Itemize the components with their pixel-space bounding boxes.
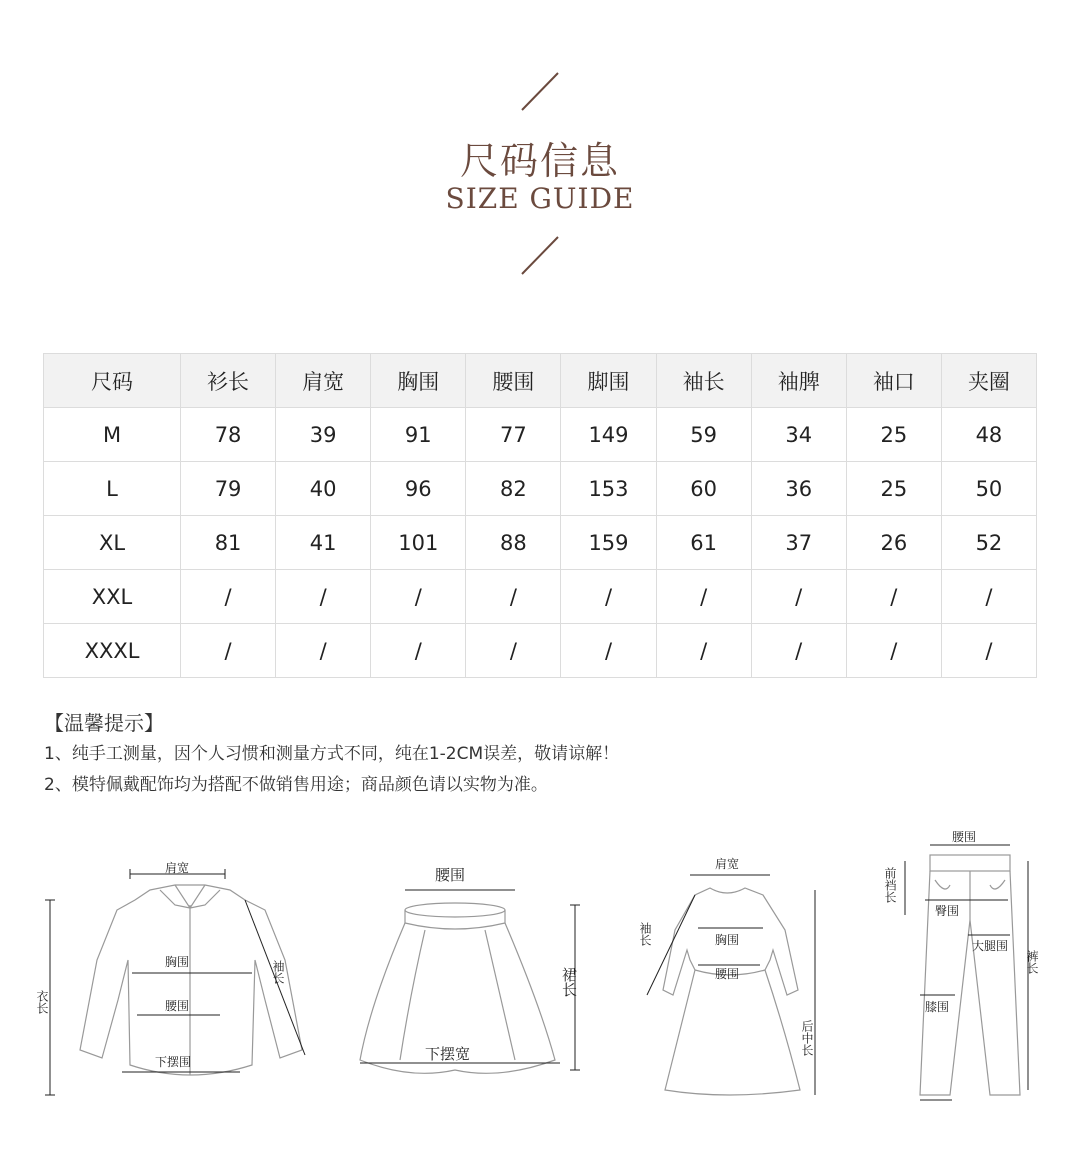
- shirt-label-chest: 胸围: [165, 955, 190, 969]
- table-row: [44, 462, 1037, 516]
- table-header-cell: 袖脾: [751, 354, 846, 408]
- dress-label-length: 后中长: [800, 1020, 814, 1056]
- pants-label-thigh: 大腿围: [972, 939, 1009, 953]
- table-cell: /: [466, 624, 561, 678]
- table-cell: 60: [656, 462, 751, 516]
- size-label-cell: L: [44, 462, 181, 516]
- size-label-cell: XL: [44, 516, 181, 570]
- table-cell: 37: [751, 516, 846, 570]
- shirt-illustration: [35, 850, 320, 1100]
- table-body: [44, 408, 1037, 678]
- table-cell: 78: [181, 408, 276, 462]
- dress-diagram: [635, 850, 835, 1105]
- table-cell: 25: [846, 462, 941, 516]
- table-cell: /: [371, 624, 466, 678]
- pants-diagram: [880, 825, 1050, 1110]
- size-table: [43, 353, 1037, 678]
- table-cell: 82: [466, 462, 561, 516]
- table-cell: 34: [751, 408, 846, 462]
- table-cell: /: [561, 624, 656, 678]
- dress-label-chest: 胸围: [715, 933, 740, 947]
- table-cell: 48: [941, 408, 1036, 462]
- table-cell: /: [941, 570, 1036, 624]
- tips-line-2: 2、模特佩戴配饰均为搭配不做销售用途；商品颜色请以实物为准。: [44, 775, 548, 795]
- pants-label-knee: 膝围: [925, 1000, 950, 1014]
- skirt-label-hem: 下摆宽: [425, 1045, 471, 1063]
- table-header-cell: 腰围: [466, 354, 561, 408]
- dress-label-sleeve: 袖长: [638, 922, 652, 946]
- table-cell: 26: [846, 516, 941, 570]
- table-header-cell: 胸围: [371, 354, 466, 408]
- table-cell: 40: [276, 462, 371, 516]
- table-cell: 36: [751, 462, 846, 516]
- table-header-cell: 袖口: [846, 354, 941, 408]
- table-row: [44, 408, 1037, 462]
- table-cell: /: [371, 570, 466, 624]
- tips-line-1: 1、纯手工测量，因个人习惯和测量方式不同，纯在1-2CM误差，敬请谅解！: [44, 744, 620, 764]
- table-cell: 88: [466, 516, 561, 570]
- table-cell: /: [276, 570, 371, 624]
- table-cell: /: [751, 570, 846, 624]
- page-title: 尺码信息: [459, 139, 620, 183]
- skirt-diagram: [350, 855, 590, 1095]
- table-cell: /: [751, 624, 846, 678]
- size-label-cell: M: [44, 408, 181, 462]
- pants-label-hip: 臀围: [935, 904, 960, 918]
- table-cell: /: [846, 570, 941, 624]
- table-header-row: [44, 354, 1037, 408]
- table-cell: /: [276, 624, 371, 678]
- size-label-cell: XXXL: [44, 624, 181, 678]
- pants-label-length: 裤长: [1025, 950, 1039, 974]
- table-cell: /: [561, 570, 656, 624]
- pants-label-waist: 腰围: [952, 830, 977, 844]
- table-cell: 39: [276, 408, 371, 462]
- dress-label-waist: 腰围: [715, 967, 740, 981]
- table-cell: 153: [561, 462, 656, 516]
- page-subtitle: SIZE GUIDE: [445, 182, 635, 215]
- table-cell: 59: [656, 408, 751, 462]
- dress-label-shoulder: 肩宽: [715, 857, 740, 871]
- table-cell: /: [466, 570, 561, 624]
- table-cell: /: [656, 570, 751, 624]
- shirt-label-sleeve: 袖长: [271, 960, 285, 984]
- table-cell: 96: [371, 462, 466, 516]
- table-cell: /: [656, 624, 751, 678]
- table-cell: /: [181, 570, 276, 624]
- table-cell: 25: [846, 408, 941, 462]
- table-header-cell: 衫长: [181, 354, 276, 408]
- table-cell: 91: [371, 408, 466, 462]
- table-cell: /: [941, 624, 1036, 678]
- skirt-illustration: [350, 855, 590, 1095]
- table-cell: 81: [181, 516, 276, 570]
- table-cell: 159: [561, 516, 656, 570]
- table-cell: 77: [466, 408, 561, 462]
- bottom-slash-divider: [520, 236, 560, 276]
- table-header-cell: 尺码: [44, 354, 181, 408]
- table-cell: 61: [656, 516, 751, 570]
- tips-heading: 【温馨提示】: [44, 711, 164, 735]
- shirt-label-hem: 下摆围: [155, 1055, 192, 1069]
- table-header-cell: 脚围: [561, 354, 656, 408]
- table-cell: 41: [276, 516, 371, 570]
- table-cell: 79: [181, 462, 276, 516]
- table-cell: /: [181, 624, 276, 678]
- table-row: [44, 570, 1037, 624]
- table-row: [44, 516, 1037, 570]
- table-cell: /: [846, 624, 941, 678]
- pants-label-rise: 前裆长: [883, 867, 897, 903]
- table-cell: 52: [941, 516, 1036, 570]
- table-header-cell: 夹圈: [941, 354, 1036, 408]
- table-cell: 50: [941, 462, 1036, 516]
- shirt-label-waist: 腰围: [165, 999, 190, 1013]
- tips-section: [44, 708, 619, 801]
- table-cell: 149: [561, 408, 656, 462]
- shirt-diagram: [35, 850, 320, 1100]
- top-slash-divider: [520, 72, 560, 112]
- table-cell: 101: [371, 516, 466, 570]
- table-header-cell: 袖长: [656, 354, 751, 408]
- table-row: [44, 624, 1037, 678]
- shirt-label-shoulder: 肩宽: [165, 861, 190, 875]
- table-header-cell: 肩宽: [276, 354, 371, 408]
- skirt-label-length: 裙长: [560, 967, 578, 997]
- shirt-label-length: 衣长: [35, 990, 49, 1014]
- skirt-label-waist: 腰围: [435, 866, 466, 884]
- dress-illustration: [635, 850, 835, 1105]
- size-label-cell: XXL: [44, 570, 181, 624]
- pants-illustration: [880, 825, 1050, 1110]
